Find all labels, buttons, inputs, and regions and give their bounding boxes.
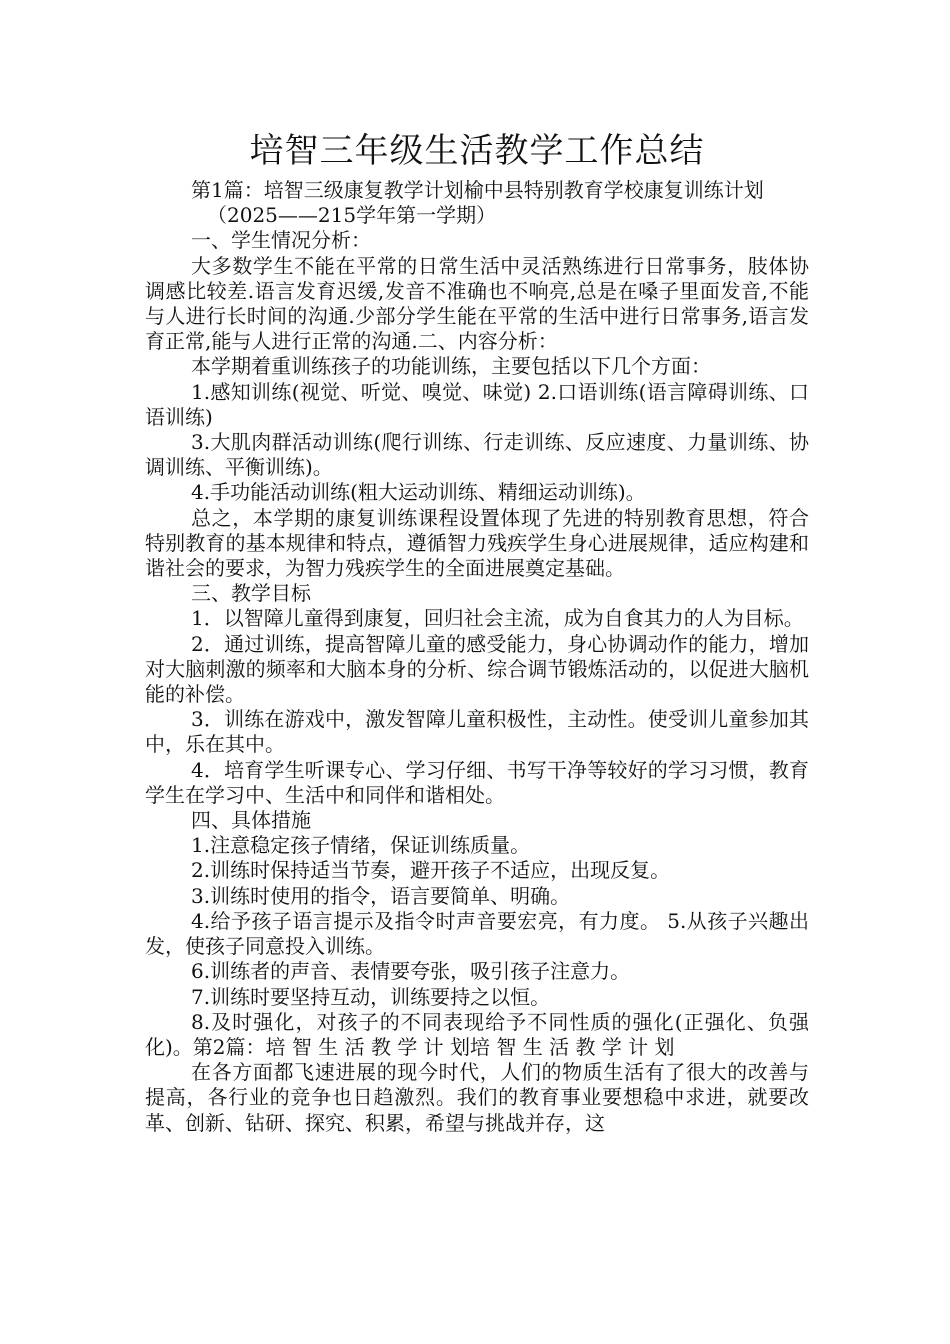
paragraph: 三、教学目标 [191, 581, 311, 606]
paragraph: 1.注意稳定孩子情绪，保证训练质量。 [191, 833, 531, 858]
paragraph: 4.给予孩子语言提示及指令时声音要宏亮，有力度。 5.从孩子兴趣出发，使孩子同意投入训练。 [145, 908, 809, 959]
paragraph: 1.感知训练(视觉、听觉、嗅觉、味觉) 2.口语训练(语言障碍训练、口语训练) [145, 379, 809, 429]
paragraph: 7.训练时要坚持互动，训练要持之以恒。 [191, 984, 551, 1009]
paragraph: 4.手功能活动训练(粗大运动训练、精细运动训练)。 [191, 480, 646, 505]
document-title: 培智三年级生活教学工作总结 [249, 131, 705, 171]
paragraph: 总之，本学期的康复训练课程设置体现了先进的特别教育思想，符合特别教育的基本规律和特点，遵循智力残疾学生身心进展规律，适应构建和谐社会的要求，为智力残疾学生的全面进展奠定基础。 [145, 505, 809, 581]
paragraph: 6.训练者的声音、表情要夸张，吸引孩子注意力。 [191, 959, 631, 984]
paragraph: 第1篇：培智三级康复教学计划榆中县特别教育学校康复训练计划 [191, 178, 764, 202]
paragraph: 在各方面都飞速进展的现今时代，人们的物质生活有了很大的改善与提高，各行业的竞争也日趋激烈。我们的教育事业要想稳中求进，就要改革、创新、钻研、探究、积累，希望与挑战并存，这 [145, 1060, 809, 1135]
paragraph: 3.训练时使用的指令，语言要简单、明确。 [191, 883, 571, 908]
document-page [145, 128, 809, 1136]
paragraph: （2025——215学年第一学期） [207, 203, 497, 228]
paragraph: 4．培育学生听课专心、学习仔细、书写干净等较好的学习习惯，教育学生在学习中、生活中和同伴和谐相处。 [145, 757, 809, 807]
paragraph: 四、具体措施 [191, 808, 311, 833]
paragraph: 本学期着重训练孩子的功能训练，主要包括以下几个方面： [191, 354, 711, 379]
paragraph: 1．以智障儿童得到康复，回归社会主流，成为自食其力的人为目标。 [191, 606, 804, 631]
document-body [145, 178, 809, 1136]
paragraph: 3.大肌肉群活动训练(爬行训练、行走训练、反应速度、力量训练、协调训练、平衡训练)。 [145, 430, 809, 480]
paragraph: 2．通过训练，提高智障儿童的感受能力，身心协调动作的能力，增加对大脑刺激的频率和大脑本身的分析、综合调节锻炼活动的，以促进大脑机能的补偿。 [145, 631, 809, 707]
paragraph: 2.训练时保持适当节奏，避开孩子不适应，出现反复。 [191, 858, 671, 883]
paragraph: 8.及时强化，对孩子的不同表现给予不同性质的强化(正强化、负强化)。第2篇：培 智 生 活 教 学 计 划培 智 生 活 教 学 计 划 [145, 1009, 809, 1059]
paragraph: 一、学生情况分析： [191, 228, 371, 253]
paragraph: 大多数学生不能在平常的日常生活中灵活熟练进行日常事务，肢体协调感比较差.语言发育迟缓,发音不准确也不响亮,总是在嗓子里面发音,不能与人进行长时间的沟通.少部分学生能在平常的生活中进行日常事务,语言发育正常,能与人进行正常的沟通.二、内容分析： [145, 253, 809, 354]
paragraph: 3．训练在游戏中，激发智障儿童积极性，主动性。使受训儿童参加其中，乐在其中。 [145, 707, 809, 757]
